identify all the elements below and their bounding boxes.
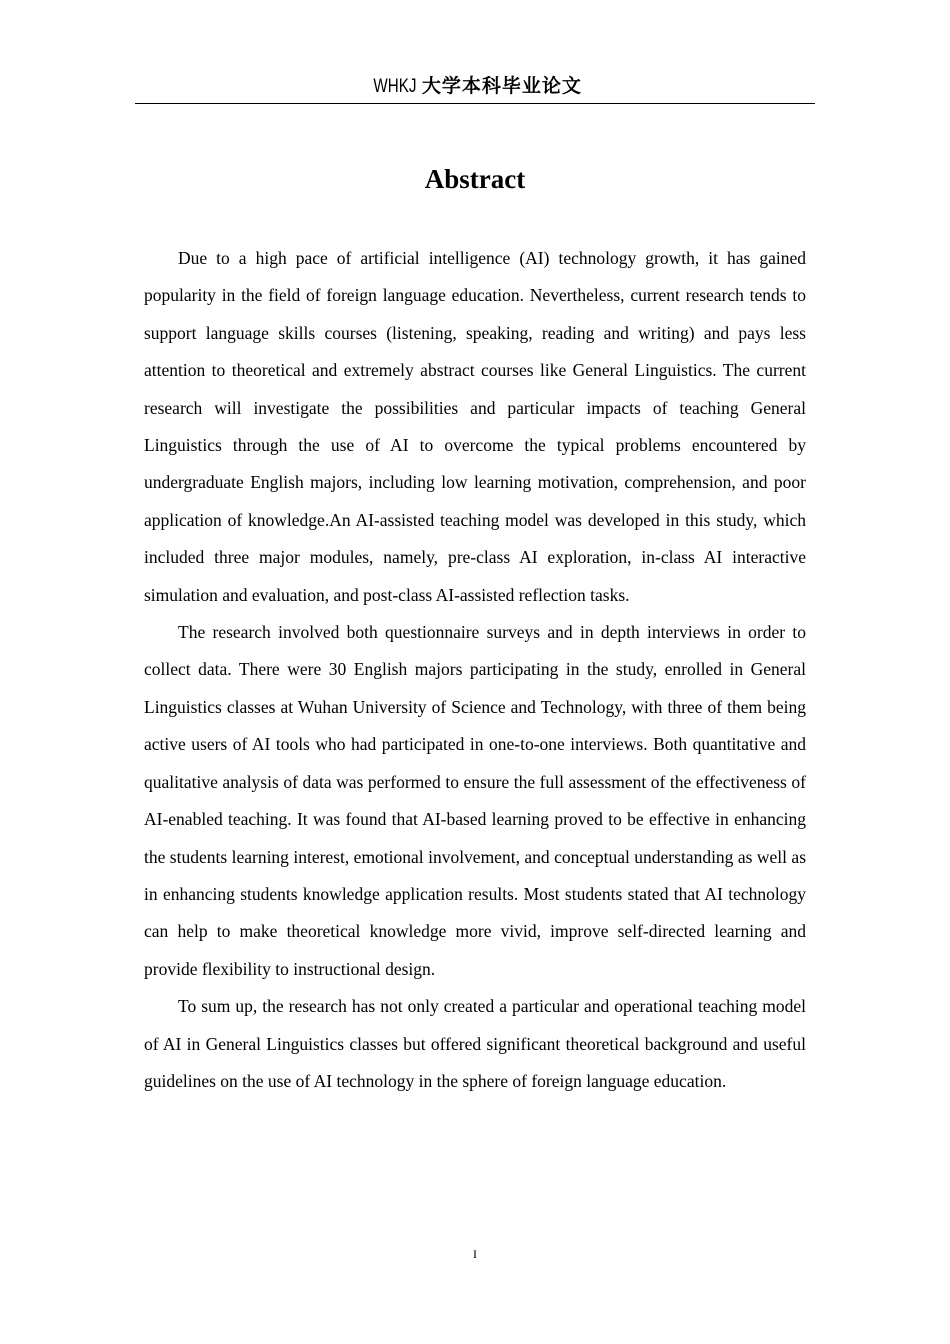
page-title: Abstract [424, 164, 526, 194]
abstract-paragraph-2: The research involved both questionnaire surveys and in depth interviews in order to collect data. There were 30 English majors participating in the study, enrolled in General Linguistics classes at Wuhan University of Science and Technology, with three of them being active users of AI tools who had participated in one-to-one interviews. Both quantitative and qualitative analysis of data was performed to ensure the full assessment of the effectiveness of AI-enabled teaching. It was found that AI-based learning proved to be effective in enhancing the students learning interest, emotional involvement, and conceptual understanding as well as in enhancing students knowledge application results. Most students stated that AI technology can help to make theoretical knowledge more vivid, improve self-directed learning and provide flexibility to instructional design. [144, 622, 806, 979]
running-header [135, 72, 815, 101]
header-thesis-label: 大学本科毕业论文 [421, 75, 582, 97]
abstract-body [144, 240, 806, 1100]
header-divider [135, 103, 815, 104]
page-number: I [473, 1247, 477, 1261]
header-institution-code: WHKJ [373, 76, 417, 97]
abstract-paragraph-1: Due to a high pace of artificial intelligence (AI) technology growth, it has gained popularity in the field of foreign language education. Nevertheless, current research tends to support language skills courses (listening, speaking, reading and writing) and pays less attention to theoretical and extremely abstract courses like General Linguistics. The current research will investigate the possibilities and particular impacts of teaching General Linguistics through the use of AI to overcome the typical problems encountered by undergraduate English majors, including low learning motivation, comprehension, and poor application of knowledge.An AI-assisted teaching model was developed in this study, which included three major modules, namely, pre-class AI exploration, in-class AI interactive simulation and evaluation, and post-class AI-assisted reflection tasks. [144, 248, 806, 605]
abstract-paragraph-3: To sum up, the research has not only created a particular and operational teaching model of AI in General Linguistics classes but offered significant theoretical background and useful guidelines on the use of AI technology in the sphere of foreign language education. [144, 996, 806, 1091]
